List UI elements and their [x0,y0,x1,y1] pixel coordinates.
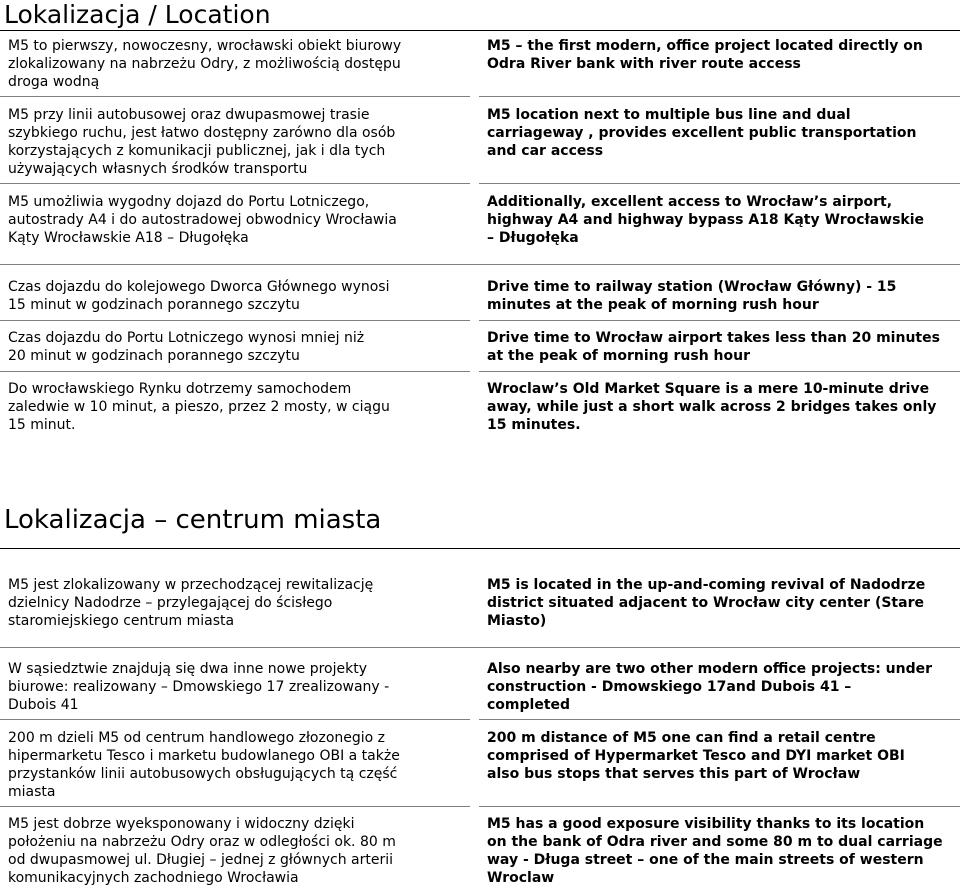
section-title-location: Lokalizacja / Location [4,0,271,29]
section-title-city-center: Lokalizacja – centrum miasta [4,505,382,535]
row-english-text: Wroclaw’s Old Market Square is a mere 10-minute drive away, while just a short walk across 2 bridges takes only 15 minutes. [487,381,937,433]
row-polish-text: M5 jest dobrze wyeksponowany i widoczny dzięki położeniu na nabrzeżu Odry oraz w odległości ok. 80 m od dwupasmowej ul. Długiej – jednej z głównych arterii komunikacyjnych zachodniego Wrocławia [8,816,396,886]
row-english-text: Also nearby are two other modern office projects: under construction - Dmowskiego 17and Dubois 41 – completed [487,661,933,713]
row-divider [0,647,960,648]
row-polish-text: Do wrocławskiego Rynku dotrzemy samochodem zaledwie w 10 minut, a pieszo, przez 2 mosty, w ciągu 15 minut. [8,381,390,433]
row-divider [479,96,960,97]
row-english-text: M5 – the first modern, office project located directly on Odra River bank with river route access [487,38,923,72]
row-polish-text: Czas dojazdu do kolejowego Dworca Głównego wynosi 15 minut w godzinach porannego szczytu [8,279,390,313]
section-divider [0,264,960,265]
row-divider [0,320,470,321]
row-english-text: 200 m distance of M5 one can find a retail centre comprised of Hypermarket Tesco and DYI market OBI also bus stops that serves this part of Wrocław [487,730,905,782]
row-divider [479,371,960,372]
row-english-text: M5 is located in the up-and-coming revival of Nadodrze district situated adjacent to Wrocław city center (Stare Miasto) [487,577,926,629]
row-polish-text: 200 m dzieli M5 od centrum handlowego złozonegio z hipermarketu Tesco i marketu budowlanego OBI a także przystanków linii autobusowych obsługujących tą część miasta [8,730,400,800]
row-divider [0,719,470,720]
row-english-text: M5 has a good exposure visibility thanks to its location on the bank of Odra river and some 80 m to dual carriage way - Długa street – one of the main streets of western Wroclaw [487,816,943,886]
row-english-text: M5 location next to multiple bus line and dual carriageway , provides excellent public transportation and car access [487,107,917,159]
row-divider [479,320,960,321]
row-divider [0,371,470,372]
row-polish-text: M5 przy linii autobusowej oraz dwupasmowej trasie szybkiego ruchu, jest łatwo dostępny zarówno dla osób korzystających z komunikacji publicznej, jak i dla tych używających własnych środków transportu [8,107,396,177]
row-divider [0,806,470,807]
title-underline [0,30,960,31]
row-polish-text: M5 umożliwia wygodny dojazd do Portu Lotniczego, autostrady A4 i do autostradowej obwodnicy Wrocławia Kąty Wrocławskie A18 – Długołęka [8,194,397,246]
row-english-text: Additionally, excellent access to Wrocław’s airport, highway A4 and highway bypass A18 Kąty Wrocławskie – Długołęka [487,194,925,246]
row-divider [479,806,960,807]
row-polish-text: W sąsiedztwie znajdują się dwa inne nowe projekty biurowe: realizowany – Dmowskiego 17 zrealizowany - Dubois 41 [8,661,390,713]
row-english-text: Drive time to railway station (Wrocław Główny) - 15 minutes at the peak of morning rush hour [487,279,897,313]
row-divider [0,96,470,97]
row-english-text: Drive time to Wrocław airport takes less than 20 minutes at the peak of morning rush hour [487,330,940,364]
row-divider [0,183,470,184]
title-underline [0,548,960,549]
row-divider [479,183,960,184]
row-divider [479,719,960,720]
row-polish-text: M5 jest zlokalizowany w przechodzącej rewitalizację dzielnicy Nadodrze – przylegającej do ścisłego staromiejskiego centrum miasta [8,577,374,629]
row-polish-text: M5 to pierwszy, nowoczesny, wrocławski obiekt biurowy zlokalizowany na nabrzeżu Odry, z możliwością dostępu droga wodną [8,38,402,90]
row-polish-text: Czas dojazdu do Portu Lotniczego wynosi mniej niż 20 minut w godzinach porannego szczytu [8,330,365,364]
